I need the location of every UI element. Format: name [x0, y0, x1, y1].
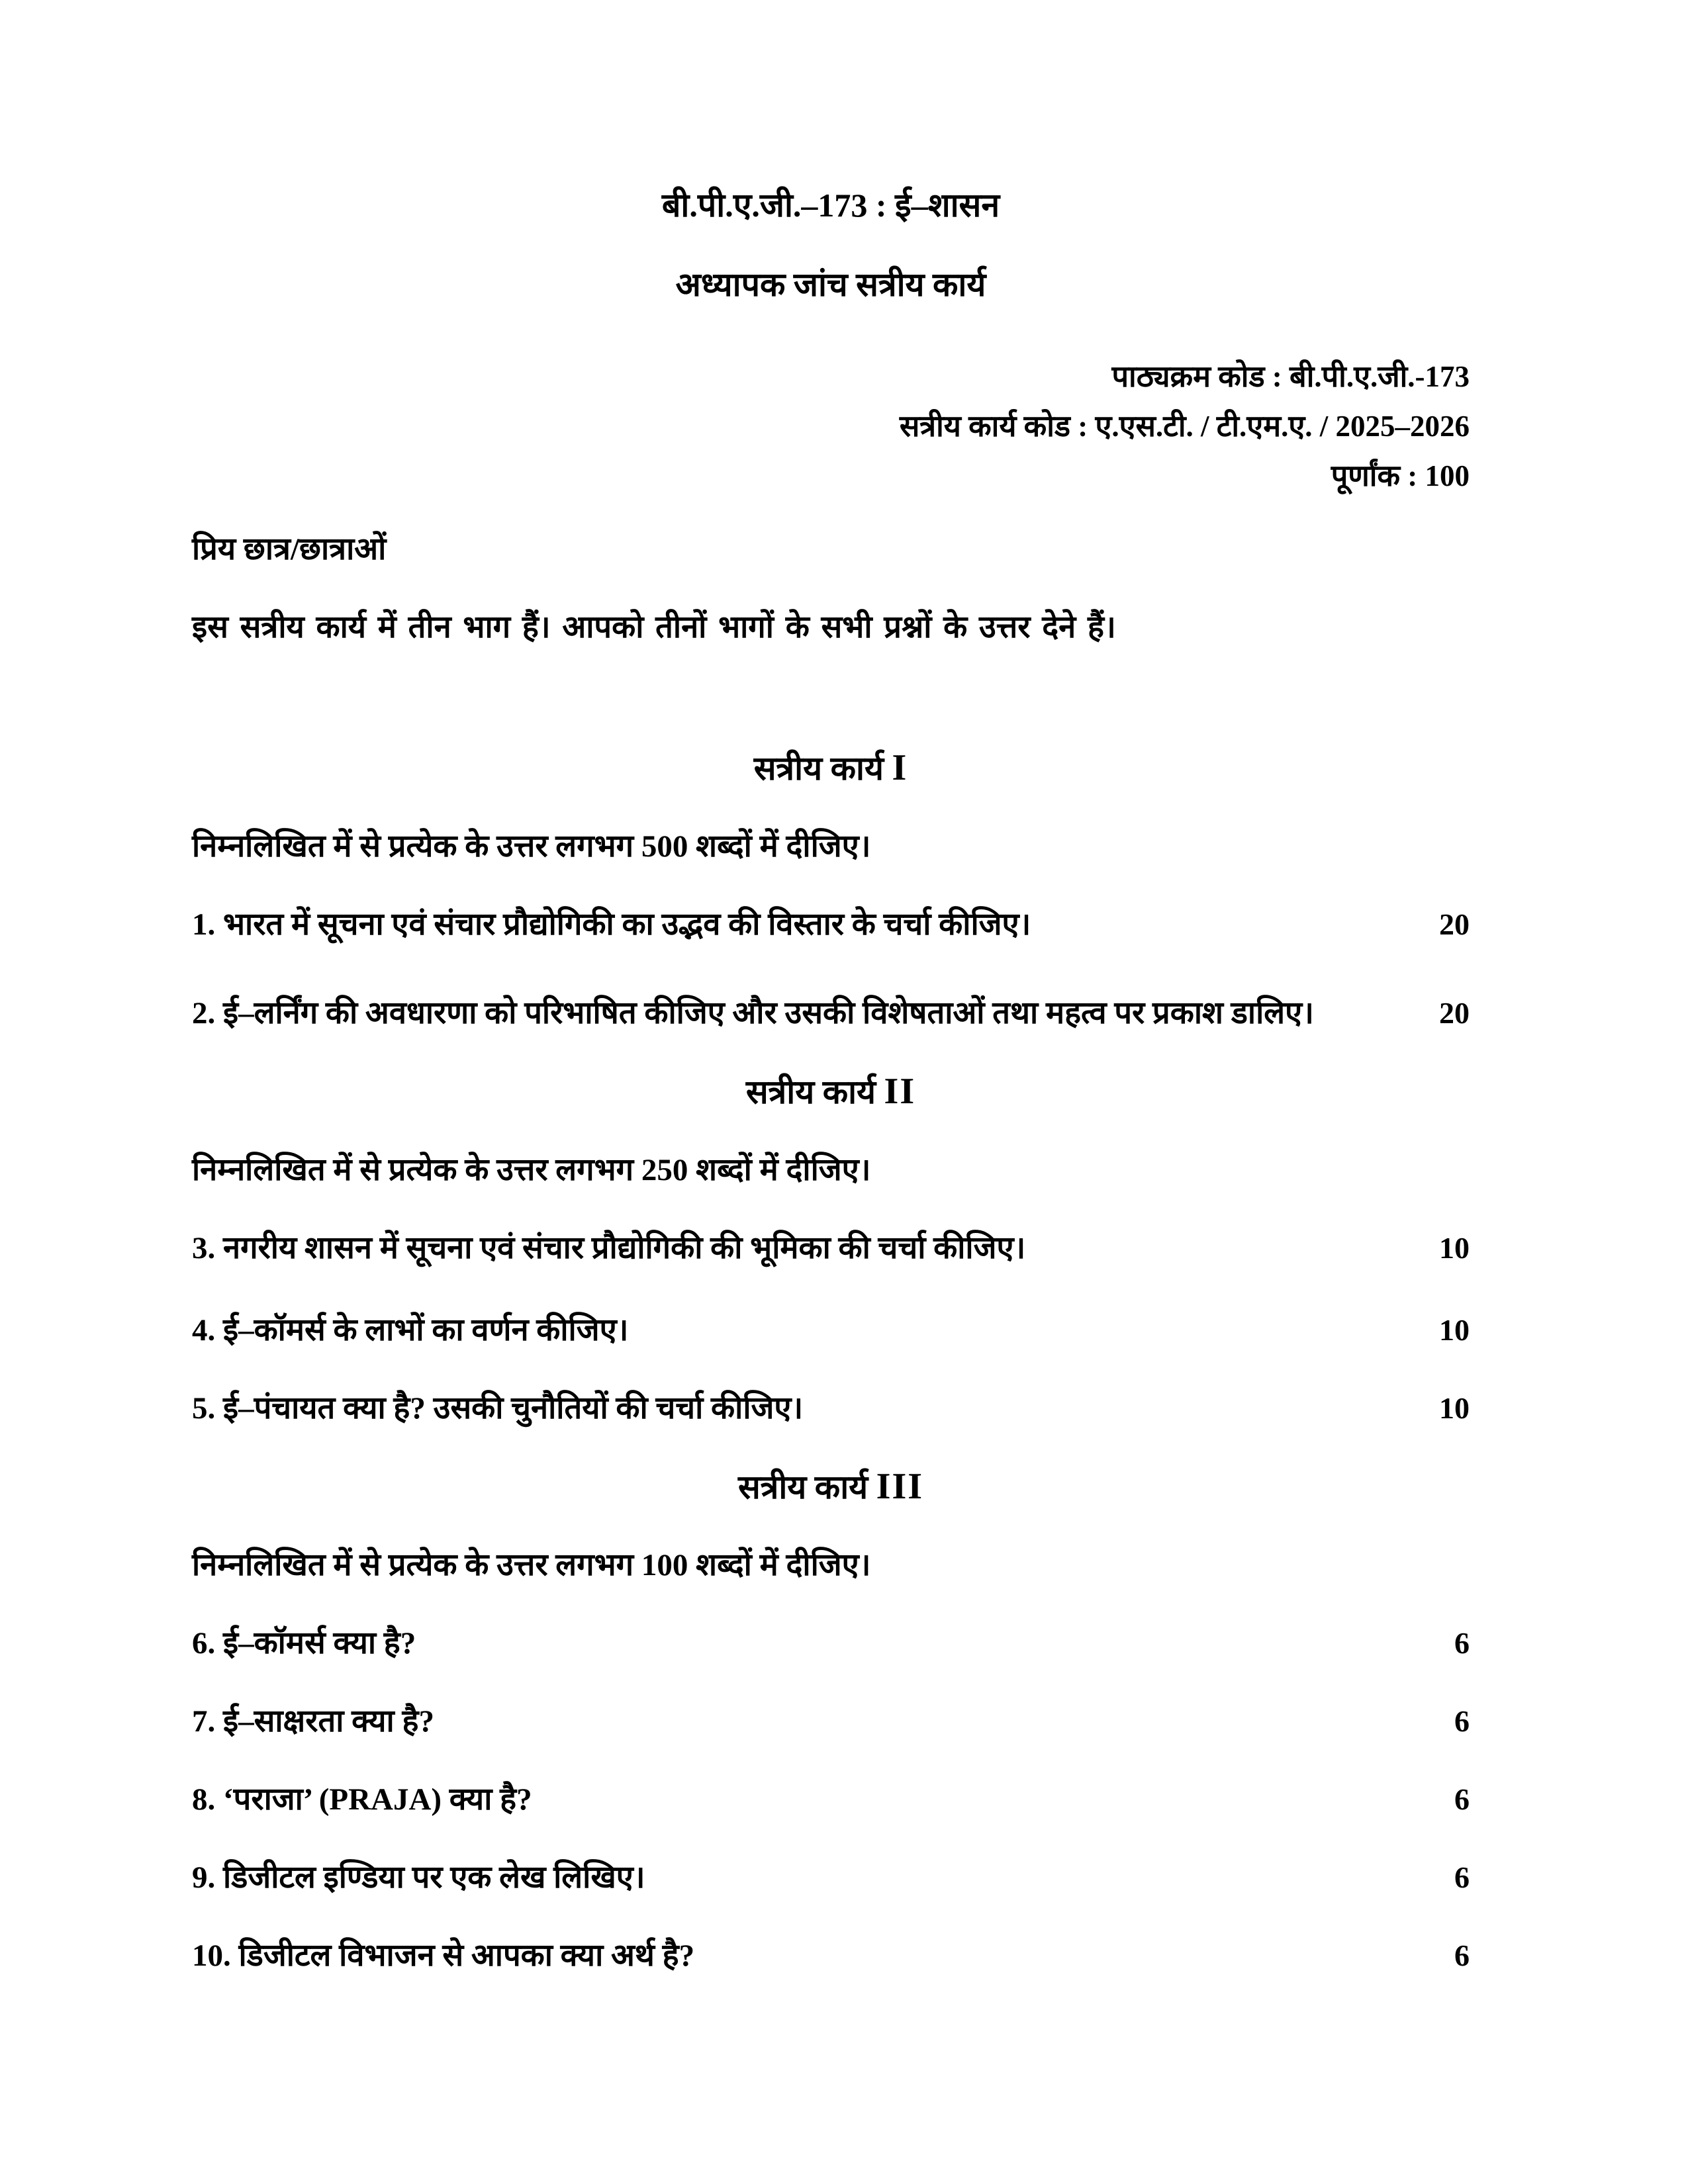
- question-8-number: 8.: [192, 1782, 216, 1817]
- question-8-marks: 6: [1454, 1782, 1470, 1816]
- question-7-text-wrap: [192, 1682, 1383, 1760]
- question-3-marks: 10: [1439, 1231, 1470, 1265]
- section-3-instruction: निम्नलिखित में से प्रत्येक के उत्तर लगभग 100 शब्दों में दीजिए।: [192, 1548, 871, 1582]
- section-3-heading-text: सत्रीय कार्य: [737, 1469, 868, 1506]
- question-6-marks: 6: [1454, 1626, 1470, 1660]
- question-9-marks: 6: [1454, 1860, 1470, 1894]
- question-9-text: डिजीटल इण्डिया पर एक लेख लिखिए।: [223, 1860, 645, 1895]
- question-row-5: [192, 1369, 1470, 1447]
- question-7-text: ई–साक्षरता क्या है?: [223, 1704, 434, 1739]
- question-4-number: 4.: [192, 1313, 216, 1347]
- assignment-meta-block: [192, 352, 1470, 501]
- question-8-text: ‘पराजा’ (PRAJA) क्या है?: [223, 1782, 532, 1817]
- question-2-marks: 20: [1439, 996, 1470, 1030]
- question-1-number: 1.: [192, 907, 216, 942]
- question-1-text-wrap: [192, 886, 1383, 964]
- section-1-instruction: निम्नलिखित में से प्रत्येक के उत्तर लगभग 500 शब्दों में दीजिए।: [192, 829, 871, 864]
- general-instruction-line: इस सत्रीय कार्य में तीन भाग हैं। आपको तीनों भागों के सभी प्रश्नों के उत्तर देने हैं।: [192, 610, 1116, 645]
- section-assignment-2: [192, 1052, 1470, 1447]
- question-6-text-wrap: [192, 1604, 1383, 1682]
- section-2-roman-numeral: II: [884, 1071, 916, 1112]
- question-10-marks: 6: [1454, 1938, 1470, 1972]
- question-10-number: 10.: [192, 1938, 231, 1973]
- question-3-text: नगरीय शासन में सूचना एवं संचार प्रौद्योगिकी की भूमिका की चर्चा कीजिए।: [223, 1231, 1026, 1265]
- question-1-marks: 20: [1439, 907, 1470, 941]
- salutation-line: प्रिय छात्र/छात्राओं: [192, 532, 387, 567]
- question-5-number: 5.: [192, 1391, 216, 1426]
- document-header: [192, 165, 1470, 324]
- question-row-9: [192, 1839, 1470, 1917]
- question-4-text-wrap: [192, 1291, 1383, 1369]
- question-8-text-wrap: [192, 1760, 1383, 1839]
- section-assignment-1: [192, 729, 1470, 1052]
- section-3-heading: [192, 1447, 1470, 1526]
- assignment-code-line: सत्रीय कार्य कोड : ए.एस.टी. / टी.एम.ए. / 2025–2026: [899, 410, 1470, 443]
- section-1-heading-text: सत्रीय कार्य: [753, 750, 884, 787]
- question-3-number: 3.: [192, 1231, 216, 1265]
- question-row-7: [192, 1682, 1470, 1760]
- question-row-3: [192, 1209, 1470, 1287]
- course-code-line: पाठ्यक्रम कोड : बी.पी.ए.जी.-173: [1111, 360, 1470, 393]
- section-2-instruction: निम्नलिखित में से प्रत्येक के उत्तर लगभग 250 शब्दों में दीजिए।: [192, 1153, 871, 1187]
- question-10-text: डिजीटल विभाजन से आपका क्या अर्थ है?: [238, 1938, 695, 1973]
- question-2-number: 2.: [192, 996, 216, 1030]
- section-1-heading: [192, 729, 1470, 807]
- section-1-roman-numeral: I: [892, 747, 908, 788]
- section-2-heading-text: सत्रीय कार्य: [745, 1073, 876, 1111]
- question-7-marks: 6: [1454, 1704, 1470, 1738]
- question-row-8: [192, 1760, 1470, 1839]
- question-4-text: ई–कॉमर्स के लाभों का वर्णन कीजिए।: [223, 1313, 629, 1347]
- question-row-10: [192, 1917, 1470, 1995]
- question-3-text-wrap: [192, 1209, 1383, 1287]
- question-5-text: ई–पंचायत क्या है? उसकी चुनौतियों की चर्चा कीजिए।: [223, 1391, 804, 1426]
- question-6-text: ई–कॉमर्स क्या है?: [223, 1626, 416, 1661]
- question-6-number: 6.: [192, 1626, 216, 1661]
- question-row-4: [192, 1291, 1470, 1369]
- question-4-marks: 10: [1439, 1313, 1470, 1347]
- question-2-text: ई–लर्निंग की अवधारणा को परिभाषित कीजिए और उसकी विशेषताओं तथा महत्व पर प्रकाश डालिए।: [223, 996, 1314, 1030]
- question-5-marks: 10: [1439, 1391, 1470, 1425]
- question-5-text-wrap: [192, 1369, 1383, 1447]
- course-title: बी.पी.ए.जी.–173 : ई–शासन: [661, 187, 1000, 224]
- question-9-text-wrap: [192, 1839, 1383, 1917]
- question-row-6: [192, 1604, 1470, 1682]
- question-row-1: [192, 886, 1470, 964]
- section-3-roman-numeral: III: [876, 1466, 924, 1507]
- section-2-heading: [192, 1052, 1470, 1131]
- max-marks-line: पूर्णांक : 100: [1331, 459, 1470, 492]
- question-2-text-wrap: [192, 974, 1383, 1052]
- question-row-2: [192, 974, 1470, 1052]
- assignment-type-title: अध्यापक जांच सत्रीय कार्य: [675, 266, 986, 303]
- question-1-text: भारत में सूचना एवं संचार प्रौद्योगिकी का उद्भव की विस्तार के चर्चा कीजिए।: [223, 907, 1031, 942]
- question-7-number: 7.: [192, 1704, 216, 1739]
- section-assignment-3: [192, 1447, 1470, 1995]
- question-10-text-wrap: [192, 1917, 1383, 1995]
- question-9-number: 9.: [192, 1860, 216, 1895]
